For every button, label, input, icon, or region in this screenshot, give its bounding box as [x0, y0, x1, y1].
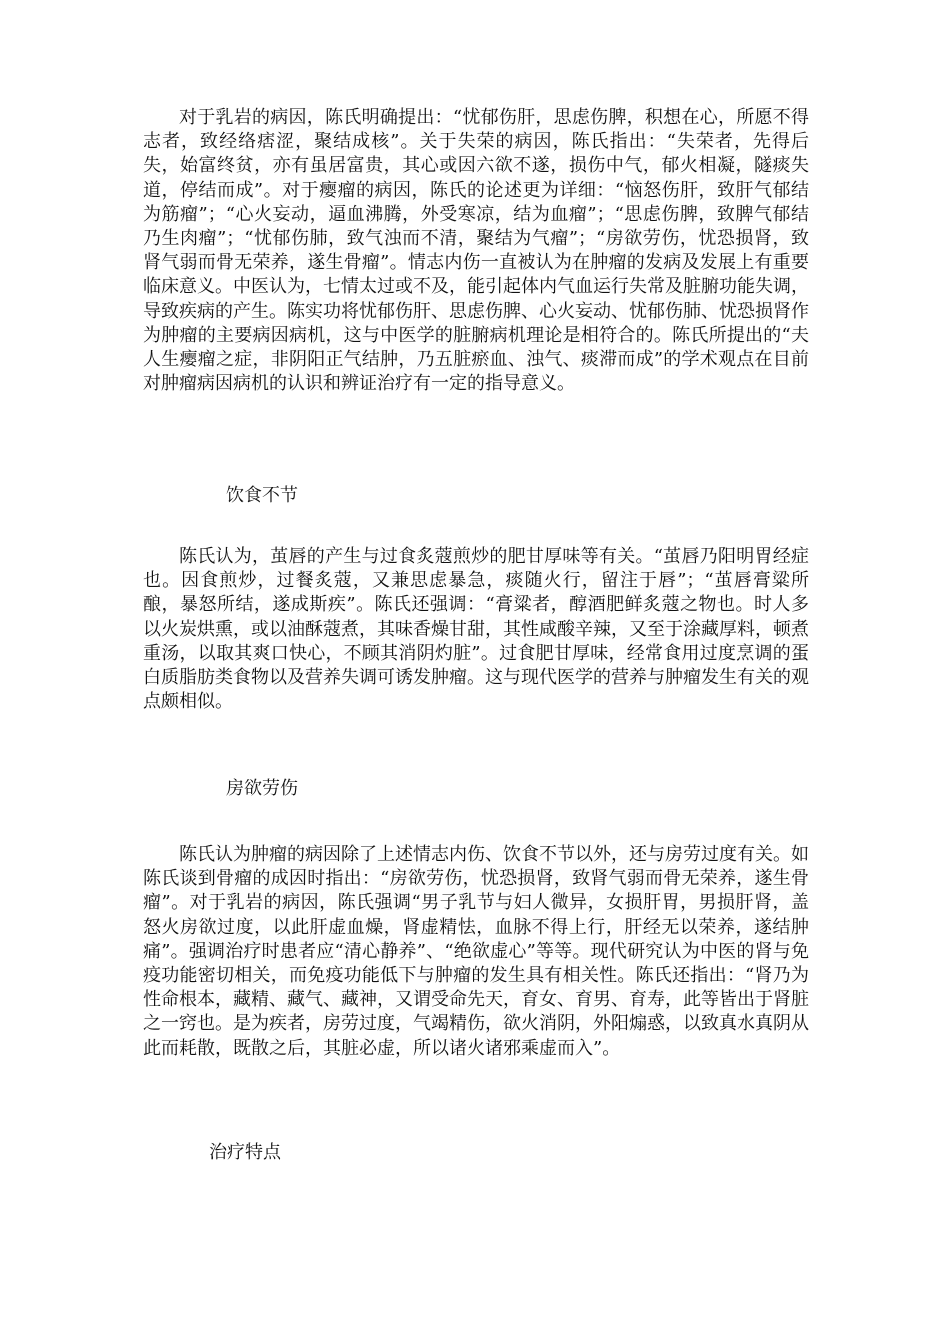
paragraph-etiology-overwork: 陈氏认为肿瘤的病因除了上述情志内伤、饮食不节以外，还与房劳过度有关。如陈氏谈到骨瘤的成因时指出：“房欲劳伤，忧恐损肾，致肾气弱而骨无荣养，遂生骨瘤”。对于乳岩的病因，陈氏强调“男子乳节与妇人微异，女损肝胃，男损肝肾，盖怒火房欲过度，以此肝虚血燥，肾虚精怯，血脉不得上行，肝经无以荣养，遂结肿痛”。强调治疗时患者应“清心静养”、“绝欲虚心”等等。现代研究认为中医的肾与免疫功能密切相关，而免疫功能低下与肿瘤的发生具有相关性。陈氏还指出：“肾乃为性命根本，藏精、藏气、藏神，又谓受命先天，育女、育男、育寿，此等皆出于肾脏之一窍也。是为疾者，房劳过度，气竭精伤，欲火消阴，外阳煽惑，以致真水真阴从此而耗散，既散之后，其脏必虚，所以诸火诸邪乘虚而入”。	[143, 844, 809, 1059]
section-heading-diet: 饮食不节	[226, 485, 298, 506]
section-heading-treatment: 治疗特点	[209, 1142, 281, 1163]
paragraph-etiology-emotion: 对于乳岩的病因，陈氏明确提出：“忧郁伤肝，思虑伤脾，积想在心，所愿不得志者，致经络痞涩，聚结成核”。关于失荣的病因，陈氏指出：“失荣者，先得后失，始富终贫，亦有虽居富贵，其心或因六欲不遂，损伤中气，郁火相凝，隧痰失道，停结而成”。对于瘿瘤的病因，陈氏的论述更为详细：“恼怒伤肝，致肝气郁结为筋瘤”；“心火妄动，逼血沸腾，外受寒凉，结为血瘤”；“思虑伤脾，致脾气郁结乃生肉瘤”；“忧郁伤肺，致气浊而不清，聚结为气瘤”；“房欲劳伤，忧恐损肾，致肾气弱而骨无荣养，遂生骨瘤”。情志内伤一直被认为在肿瘤的发病及发展上有重要临床意义。中医认为，七情太过或不及，能引起体内气血运行失常及脏腑功能失调，导致疾病的产生。陈实功将忧郁伤肝、思虑伤脾、心火妄动、忧郁伤肺、忧恐损肾作为肿瘤的主要病因病机，这与中医学的脏腑病机理论是相符合的。陈氏所提出的“夫人生瘿瘤之症，非阴阳正气结肿，乃五脏瘀血、浊气、痰滞而成”的学术观点在目前对肿瘤病因病机的认识和辨证治疗有一定的指导意义。	[143, 107, 809, 395]
section-heading-sexual-overwork: 房欲劳伤	[226, 778, 298, 799]
paragraph-etiology-diet: 陈氏认为，茧唇的产生与过食炙蔻煎炒的肥甘厚味等有关。“茧唇乃阳明胃经症也。因食煎炒，过餐炙蔻，又兼思虑暴急，痰随火行，留注于唇”；“茧唇膏粱所酿，暴怒所结，遂成斯疾”。陈氏还强调：“膏粱者，醇酒肥鲜炙蔻之物也。时人多以火炭烘熏，或以油酥蔻煮，其味香燥甘甜，其性咸酸辛辣，又至于涂藏厚料，顿煮重汤，以取其爽口快心，不顾其消阴灼脏”。过食肥甘厚味，经常食用过度烹调的蛋白质脂肪类食物以及营养失调可诱发肿瘤。这与现代医学的营养与肿瘤发生有关的观点颇相似。	[143, 546, 809, 713]
